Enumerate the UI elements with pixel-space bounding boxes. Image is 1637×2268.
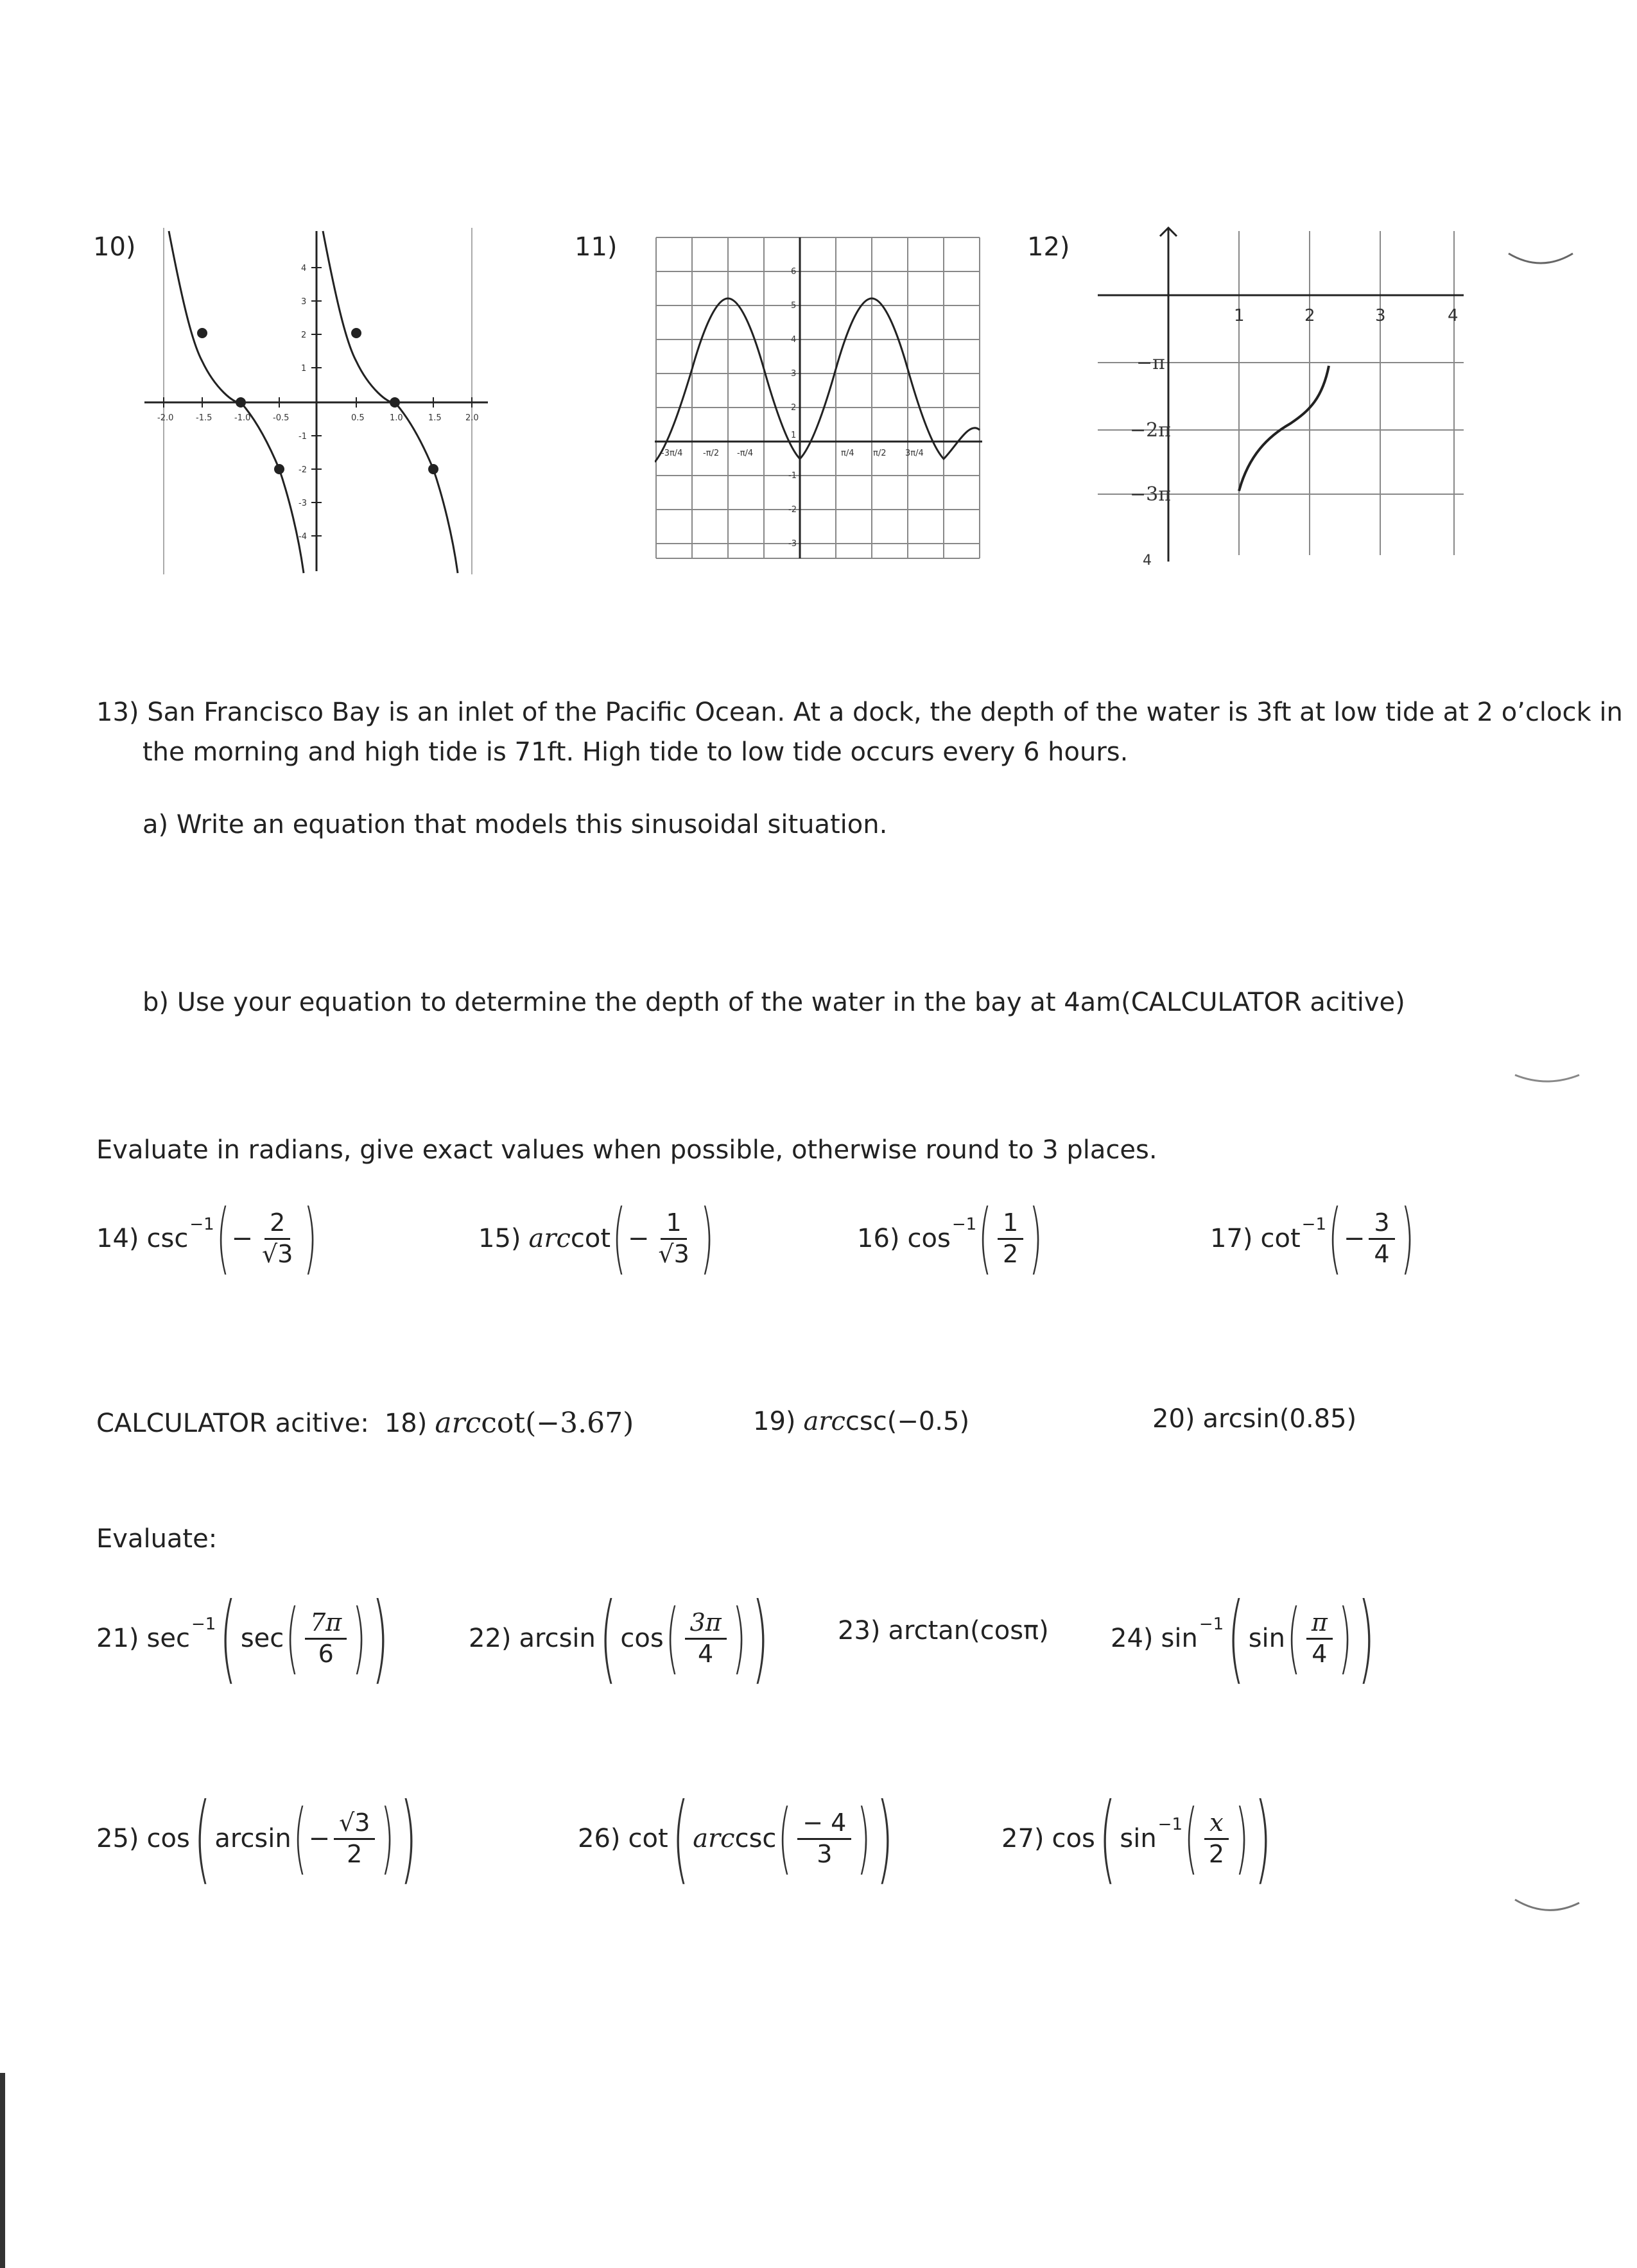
tick-label: −π xyxy=(1136,352,1165,374)
superscript: −1 xyxy=(1199,1615,1224,1634)
problem-13-part-a: a) Write an equation that models this sinusoidal situation. xyxy=(143,810,888,839)
superscript: −1 xyxy=(1301,1215,1326,1234)
function-name: arcsin xyxy=(519,1624,596,1653)
graph-11 xyxy=(655,234,982,564)
tick-label: -1.5 xyxy=(196,413,212,423)
tick-label: 4 xyxy=(791,335,797,345)
function-expression: cot(−3.67) xyxy=(481,1407,634,1439)
superscript: −1 xyxy=(1157,1815,1182,1834)
tick-label: 3 xyxy=(301,297,307,307)
problem-number: 24) xyxy=(1111,1624,1154,1653)
point xyxy=(351,328,361,338)
tick-label: -3 xyxy=(788,539,797,549)
problem-number: 25) xyxy=(96,1824,139,1853)
tick-label: -4 xyxy=(299,532,307,542)
function-name: arc xyxy=(435,1407,481,1439)
tick-label: 3 xyxy=(1375,306,1386,325)
tick-label: -π/4 xyxy=(737,449,754,458)
problem-number: 17) xyxy=(1210,1224,1253,1253)
tick-label: 6 xyxy=(791,267,797,277)
inner-function: sin xyxy=(1120,1824,1157,1853)
problem-13-line-1: 13) San Francisco Bay is an inlet of the Pacific Ocean. At a dock, the depth of the water is 3ft at low tide at 2 o’clock in xyxy=(96,698,1623,727)
problem-24: 24) sin −1 ( sin ( $\frac{\pi}{4}$ ) ) xyxy=(1111,1583,1375,1694)
tick-label: 1.0 xyxy=(390,413,403,423)
tick-label: -2.0 xyxy=(157,413,174,423)
hole-punch-mark xyxy=(1502,237,1579,276)
fraction: $\frac{2}{√3}$ xyxy=(262,1208,293,1268)
tick-label: π/4 xyxy=(841,449,854,458)
scan-edge-shadow xyxy=(0,2073,5,2268)
problem-19 xyxy=(753,1407,969,1436)
problem-number: 18) xyxy=(384,1408,428,1438)
tick-label: 1 xyxy=(301,364,307,374)
hole-punch-mark xyxy=(1509,1059,1586,1097)
inner-function-2: csc xyxy=(734,1824,777,1853)
problem-10-label: 10) xyxy=(93,232,136,262)
tick-label: 4 xyxy=(1143,553,1152,565)
tick-label: -0.5 xyxy=(273,413,290,423)
tick-label: π/2 xyxy=(873,449,887,458)
superscript: −1 xyxy=(191,1615,216,1634)
superscript: −1 xyxy=(951,1215,977,1234)
function-name: cot xyxy=(1260,1224,1301,1253)
problem-15: 15) arc cot ( − $\frac{1}{√3}$ ) xyxy=(478,1194,714,1283)
problem-27: 27) cos ( sin −1 ( $\frac{x}{2}$ ) ) xyxy=(1001,1783,1272,1894)
inner-function: arc xyxy=(693,1824,735,1853)
function-name: csc xyxy=(146,1224,189,1253)
fraction: $\frac{1}{√3}$ xyxy=(658,1208,689,1268)
fraction: $\frac{3\pi}{4}$ xyxy=(685,1610,727,1668)
x-tick-labels xyxy=(661,449,924,458)
fraction: $\frac{7\pi}{6}$ xyxy=(305,1610,347,1668)
function-name: arc xyxy=(803,1407,845,1436)
point xyxy=(236,397,246,408)
problem-number: 27) xyxy=(1001,1824,1044,1853)
tick-label: -1 xyxy=(788,471,797,481)
tick-label: 5 xyxy=(791,301,797,311)
problem-13-line-2: the morning and high tide is 71ft. High tide to low tide occurs every 6 hours. xyxy=(143,737,1129,767)
function-name: arc xyxy=(528,1224,571,1253)
hole-punch-mark xyxy=(1509,1887,1586,1925)
problem-20 xyxy=(1152,1404,1356,1434)
problem-number: 14) xyxy=(96,1224,139,1253)
problem-26: 26) cot ( arc csc ( $\frac{- 4}{3}$ ) ) xyxy=(578,1783,894,1894)
point xyxy=(428,464,438,474)
problem-21: 21) sec −1 ( sec ( $\frac{7\pi}{6}$ ) ) xyxy=(96,1583,389,1694)
sign: − xyxy=(231,1224,254,1253)
inner-function: sin xyxy=(1248,1624,1285,1653)
function-name: sin xyxy=(1161,1624,1198,1653)
problem-14: 14) csc −1 ( − $\frac{2}{√3}$ ) xyxy=(96,1194,318,1283)
sinusoid-curve xyxy=(655,298,980,462)
sign: − xyxy=(627,1224,650,1253)
graph-10 xyxy=(144,228,491,577)
problem-25: 25) cos ( arcsin ( − $\frac{√3}{2}$ ) ) xyxy=(96,1783,417,1894)
tick-label: 2 xyxy=(791,403,797,413)
tick-label: 3π/4 xyxy=(905,449,924,458)
fraction: $\frac{x}{2}$ xyxy=(1204,1810,1229,1868)
problem-23 xyxy=(838,1616,1049,1645)
tick-label: −2π xyxy=(1130,419,1171,442)
tick-label: 4 xyxy=(301,264,307,273)
tick-label: -2 xyxy=(788,505,797,515)
sign: − xyxy=(308,1824,331,1853)
point xyxy=(274,464,284,474)
calculator-active-label: CALCULATOR acitive: xyxy=(96,1408,369,1438)
function-name: cos xyxy=(1052,1824,1095,1853)
y-tick-labels xyxy=(1130,352,1171,565)
problem-22: 22) arcsin ( cos ( $\frac{3\pi}{4}$ ) ) xyxy=(469,1583,768,1694)
sign: − xyxy=(1343,1224,1365,1253)
fraction: $\frac{√3}{2}$ xyxy=(334,1810,375,1868)
tick-label: -2 xyxy=(299,465,307,475)
fraction: $\frac{- 4}{3}$ xyxy=(797,1810,851,1868)
fraction: $\frac{3}{4}$ xyxy=(1369,1210,1394,1268)
function-expression: csc(−0.5) xyxy=(845,1407,970,1436)
tick-label: -π/2 xyxy=(703,449,720,458)
fraction: $\frac{\pi}{4}$ xyxy=(1306,1610,1333,1668)
tick-label: 0.5 xyxy=(351,413,365,423)
problem-13-part-b: b) Use your equation to determine the depth of the water in the bay at 4am(CALCULATOR acitive) xyxy=(143,988,1405,1017)
inner-function: arcsin xyxy=(214,1824,291,1853)
problem-number: 22) xyxy=(469,1624,512,1653)
tick-label: -1 xyxy=(299,432,307,442)
problem-number: 23) xyxy=(838,1616,881,1645)
tick-label: 3 xyxy=(791,369,797,379)
tick-label: 1 xyxy=(1234,306,1245,325)
problem-17: 17) cot −1 ( − $\frac{3}{4}$ ) xyxy=(1210,1194,1414,1283)
tick-label: 4 xyxy=(1448,306,1459,325)
function-expression: arctan(cosπ) xyxy=(888,1616,1049,1645)
problem-number: 21) xyxy=(96,1624,139,1653)
tick-label: 1.5 xyxy=(428,413,442,423)
instructions-evaluate: Evaluate: xyxy=(96,1524,218,1554)
function-name: sec xyxy=(146,1624,190,1653)
function-expression: arcsin(0.85) xyxy=(1202,1404,1357,1434)
inner-function: cos xyxy=(620,1624,664,1653)
instructions-radians: Evaluate in radians, give exact values when possible, otherwise round to 3 places. xyxy=(96,1135,1157,1165)
function-name: cos xyxy=(146,1824,190,1853)
tick-label: 2 xyxy=(301,331,307,340)
inner-function: sec xyxy=(240,1624,284,1653)
problem-number: 19) xyxy=(753,1407,796,1436)
problem-number: 20) xyxy=(1152,1404,1195,1434)
x-tick-labels xyxy=(157,413,479,423)
problem-number: 26) xyxy=(578,1824,621,1853)
function-name: cos xyxy=(907,1224,951,1253)
tick-label: 1 xyxy=(791,431,797,440)
tick-label: -3 xyxy=(299,499,307,508)
arc-curve xyxy=(1239,366,1329,491)
problem-11-label: 11) xyxy=(575,232,618,262)
problem-16: 16) cos −1 ( $\frac{1}{2}$ ) xyxy=(857,1194,1043,1283)
tick-label: 2.0 xyxy=(465,413,479,423)
fraction: $\frac{1}{2}$ xyxy=(998,1210,1023,1268)
problem-12-label: 12) xyxy=(1027,232,1070,262)
tick-label: 2 xyxy=(1304,306,1315,325)
point xyxy=(197,328,207,338)
problem-18 xyxy=(96,1407,634,1439)
problem-number: 15) xyxy=(478,1224,521,1253)
x-tick-labels xyxy=(1234,306,1459,325)
function-name-2: cot xyxy=(570,1224,611,1253)
function-name: cot xyxy=(628,1824,668,1853)
superscript: −1 xyxy=(189,1215,214,1234)
tick-label: −3π xyxy=(1130,483,1171,506)
graph-12 xyxy=(1098,225,1464,567)
tick-label: -3π/4 xyxy=(661,449,683,458)
tick-label: -1.0 xyxy=(234,413,251,423)
point xyxy=(390,397,400,408)
problem-number: 16) xyxy=(857,1224,900,1253)
